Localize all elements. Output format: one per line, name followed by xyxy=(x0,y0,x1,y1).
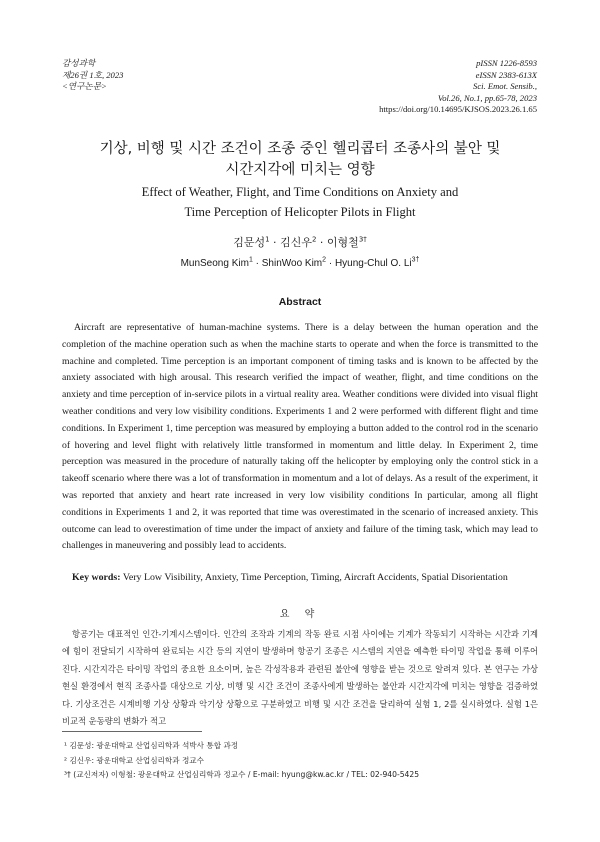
abstract-body: Aircraft are representative of human-machine systems. There is a delay between the human operation and the completion of the machine operation such as when the machine starts to operate and when the force is transmitted to the machine and completed. Time perception is an important component of timing tasks and is known to be affected by the anxiety associated with high arousal. This research verified the impact of weather, flight, and time conditions on the anxiety and time perception of in-service pilots in a virtual reality area. Weather conditions were divided into visual flight weather conditions and very low visibility conditions. Experiments 1 and 2 were performed with different flight and time conditions. In Experiment 1, time perception was measured by employing a button added to the control rod in the scenario of hovering and level flight with relatively little transformed in momentum and little delay. In Experiment 2, time perception was measured in the procedure of naturally taking off the helicopter by employing only the control stick in a takeoff scenario where there was a lot of transformation in momentum and a lot of delays. As a result of the experiment, it was reported that anxiety and heart rate increased in very low visibility conditions In particular, among all flight conditions in Experiments 1 and 2, it was reported that time was overestimated in the scenario of increased anxiety. This outcome can lead to overestimation of time under the impact of anxiety and failure of the timing task, which may lead to challenges in maneuvering and possibly lead to accidents. xyxy=(62,322,538,552)
eissn: eISSN 2383-613X xyxy=(475,69,537,80)
english-title xyxy=(40,183,560,222)
author-name: 김신우 xyxy=(280,236,312,249)
journal-header-right xyxy=(379,58,537,116)
author-separator: · xyxy=(269,236,281,249)
keywords-label: Key words: xyxy=(72,572,121,583)
author-mark: 2 xyxy=(311,235,317,244)
author-separator: · xyxy=(326,258,335,269)
journal-name: 감성과학 xyxy=(62,58,96,68)
doi-link[interactable]: https://doi.org/10.14695/KJSOS.2023.26.1.65 xyxy=(379,104,537,114)
author-mark: 3† xyxy=(358,235,367,244)
korean-title-line-1: 기상, 비행 및 시간 조건이 조종 중인 헬리콥터 조종사의 불안 및 xyxy=(99,141,501,157)
keywords xyxy=(72,572,542,583)
author-separator: · xyxy=(252,258,262,269)
korean-title xyxy=(40,139,560,181)
keywords-text: Very Low Visibility, Anxiety, Time Perception, Timing, Aircraft Accidents, Spatial Disorientation xyxy=(122,572,508,583)
korean-summary-body: 항공기는 대표적인 인간-기계시스템이다. 인간의 조작과 기계의 작동 완료 시점 사이에는 기계가 작동되기 시작하는 시간과 기계에 힘이 전달되기 시작하여 완료되는 시간 등의 지연이 발생하며 항공기 조종은 시스템의 지연을 예측한 타이밍 작업을 통해 이루어진다. 시간지각은 타이밍 작업의 중요한 요소이며, 높은 각성작용과 관련된 불안에 영향을 받는 것으로 알려져 있다. 본 연구는 가상현실 환경에서 현직 조종사를 대상으로 기상, 비행 및 시간 조건이 조종사에게 발생하는 불안과 시간지각에 미치는 영향을 검증하였다. 기상조건은 시계비행 기상 상황과 악기상 상황으로 구분하였고 비행 및 시간 조건을 달리하여 실험 1, 2를 실시하였다. 실험 1은 비교적 운동량의 변화가 적고 xyxy=(62,629,538,727)
author-mark: 1 xyxy=(265,235,270,244)
english-title-line-2: Time Perception of Helicopter Pilots in Flight xyxy=(184,204,416,219)
journal-header-left xyxy=(62,58,123,93)
abstract-heading: Abstract xyxy=(278,296,322,308)
author-mark: 3† xyxy=(411,256,420,264)
author-mark: 1 xyxy=(248,256,253,264)
article-type: <연구논문> xyxy=(62,81,107,91)
korean-authors xyxy=(40,234,560,250)
volume-issue: 제26권 1호, 2023 xyxy=(62,69,124,80)
author-name: ShinWoo Kim xyxy=(261,258,323,269)
footnote-3: ³† (교신저자) 이형철: 광운대학교 산업심리학과 정교수 / E-mail: hyung@kw.ac.kr / TEL: 02-940-5425 xyxy=(64,770,420,779)
author-name: MunSeong Kim xyxy=(180,258,249,269)
korean-title-line-2: 시간지각에 미치는 영향 xyxy=(225,162,375,178)
footnote-divider xyxy=(62,731,202,732)
volume-pages: Vol.26, No.1, pp.65-78, 2023 xyxy=(437,92,537,103)
author-mark: 2 xyxy=(322,256,327,264)
english-title-line-1: Effect of Weather, Flight, and Time Conditions on Anxiety and xyxy=(141,185,459,199)
author-name: Hyung-Chul O. Li xyxy=(334,258,412,269)
english-authors xyxy=(40,258,560,269)
author-name: 이형철 xyxy=(326,236,359,249)
author-separator: · xyxy=(316,236,327,249)
pissn: pISSN 1226-8593 xyxy=(476,58,537,68)
footnote-1: ¹ 김문성: 광운대학교 산업심리학과 석박사 통합 과정 xyxy=(64,741,239,750)
korean-summary-heading: 요 약 xyxy=(279,609,321,620)
footnotes xyxy=(64,739,419,783)
journal-abbrev: Sci. Emot. Sensib., xyxy=(473,81,537,91)
author-name: 김문성 xyxy=(233,236,266,249)
footnote-2: ² 김신우: 광운대학교 산업심리학과 정교수 xyxy=(64,755,204,765)
